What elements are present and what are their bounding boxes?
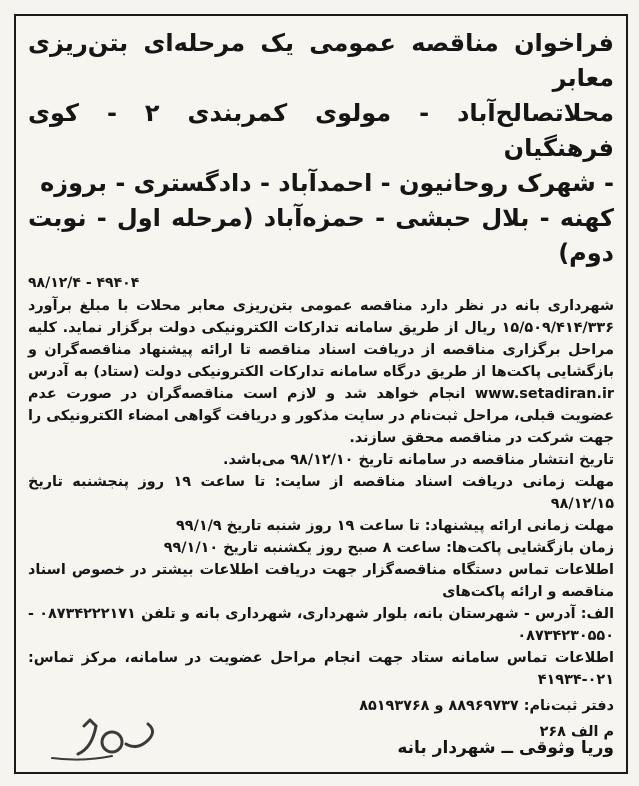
publish-date: تاریخ انتشار مناقصه در سامانه تاریخ ۹۸/۱۲/۱۰ می‌باشد. [223, 452, 614, 468]
intro-text: شهرداری بانه در نظر دارد مناقصه عمومی بتن‌ریزی معابر محلات با مبلغ برآورد ۱۵/۵۰۹/۴۱۴/۳۳۶ ریال از طریق سامانه تدارکات الکترونیکی دولت برگزار نماید. کلیه مراحل برگزاری مناقصه از دریافت اسناد مناقصه تا ارائه پیشنهاد مناقصه‌گران و بازگشایی پاکت‌ها از طریق درگاه سامانه تدارکات الکترونیکی دولت (ستاد) به آدرس [28, 298, 614, 380]
title-line: محلاتصالح‌آباد - مولوی کمربندی ۲ - کوی فرهنگیان [28, 99, 614, 162]
notice-frame [14, 14, 628, 774]
contact-info: اطلاعات تماس دستگاه مناقصه‌گزار جهت دریافت اطلاعات بیشتر در خصوص اسناد مناقصه و ارائه پاکت‌های [28, 562, 614, 600]
reference-number: ۴۹۴۰۴ - ۹۸/۱۲/۴ [28, 275, 140, 291]
title-line: کهنه - بلال حبشی - حمزه‌آباد (مرحله اول - نوبت دوم) [28, 204, 614, 267]
intro-paragraph [28, 295, 614, 449]
intro-text-continued: انجام خواهد شد و لازم است مناقصه‌گران در صورت عدم عضویت قبلی، مراحل ثبت‌نام در سایت مذکور و دریافت گواهی امضاء الکترونیکی را جهت شرکت در مناقصه محقق سازند. [28, 386, 614, 446]
setad-contact: اطلاعات تماس سامانه ستاد جهت انجام مراحل عضویت در سامانه، مرکز تماس: ۰۲۱-۴۱۹۳۴ [28, 650, 614, 688]
notice-content [16, 16, 626, 772]
registry-office: دفتر ثبت‌نام: ۸۸۹۶۹۷۳۷ و ۸۵۱۹۳۷۶۸ [359, 698, 614, 714]
address-phones: الف: آدرس - شهرستان بانه، بلوار شهرداری، شهرداری بانه و تلفن ۰۸۷۳۴۲۲۲۱۷۱ - ۰۸۷۳۴۲۳۰۵۵۰ [28, 606, 615, 644]
title-line: فراخوان مناقصه عمومی یک مرحله‌ای بتن‌ریزی معابر [28, 29, 614, 92]
website-link[interactable]: www.setadiran.ir [474, 386, 614, 402]
title-line: - شهرک روحانیون - احمدآباد - دادگستری - بروزه [40, 169, 614, 197]
notice-title [28, 26, 614, 271]
signature-line: وریا وثوقی ــ شهردار بانه [397, 738, 614, 758]
reference-code: م الف ۲۶۸ [539, 724, 614, 740]
proposal-deadline: مهلت زمانی ارائه پیشنهاد: تا ساعت ۱۹ روز شنبه تاریخ ۹۹/۱/۹ [176, 518, 614, 534]
handwritten-number [44, 714, 164, 766]
notice-body [28, 295, 614, 691]
document-deadline: مهلت زمانی دریافت اسناد مناقصه از سایت: تا ساعت ۱۹ روز پنجشنبه تاریخ ۹۸/۱۲/۱۵ [28, 474, 614, 512]
opening-time: زمان بازگشایی پاکت‌ها: ساعت ۸ صبح روز یکشنبه تاریخ ۹۹/۱/۱۰ [163, 540, 614, 556]
